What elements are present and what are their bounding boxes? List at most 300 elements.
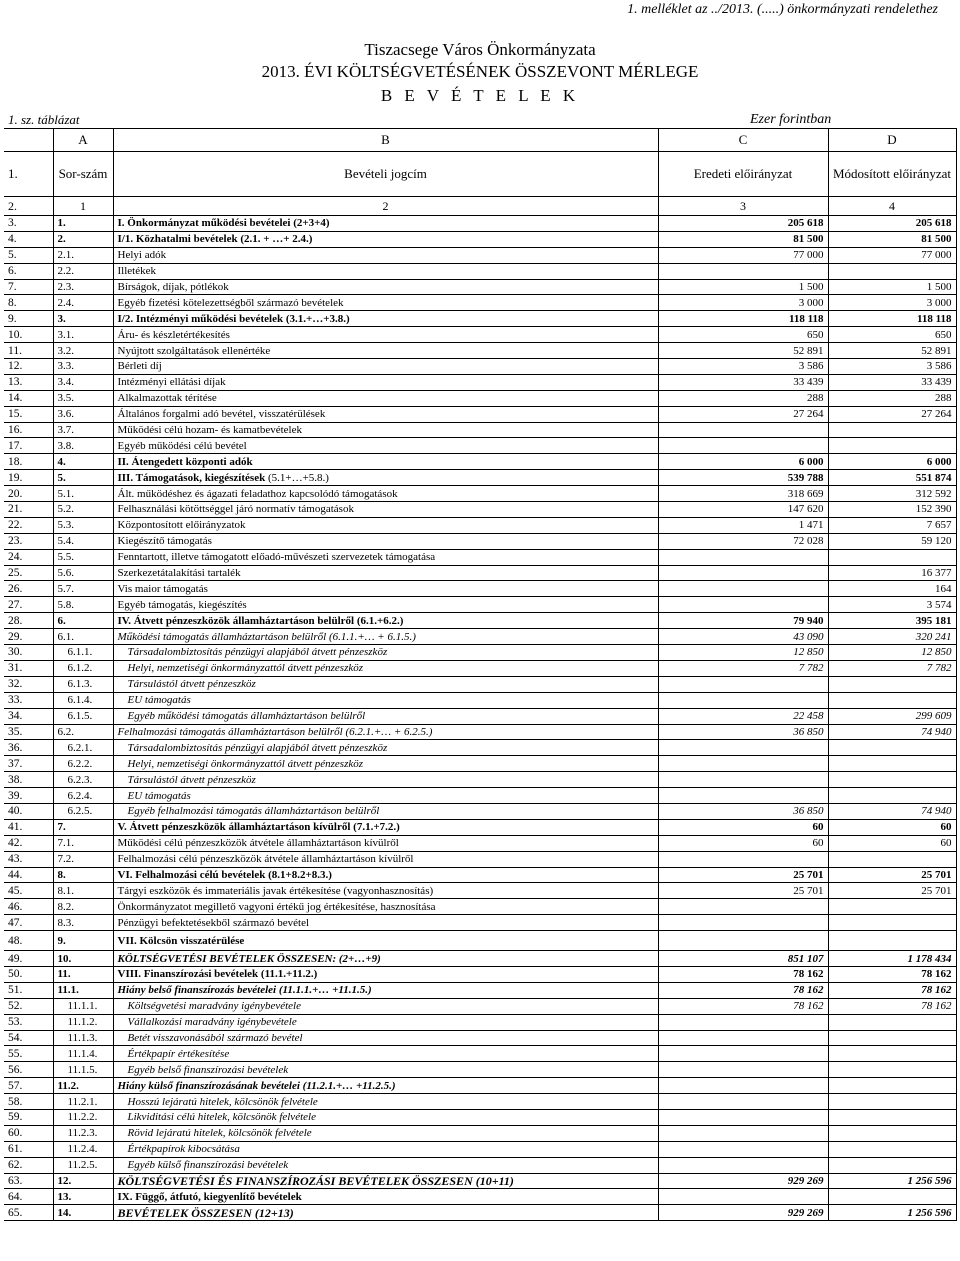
- row-label-text: Egyéb külső finanszírozási bevételek: [127, 1159, 289, 1172]
- row-number: 26.: [4, 581, 53, 597]
- column-letters-row: [4, 129, 956, 152]
- row-label: [113, 1046, 658, 1062]
- row-code: 2.: [53, 231, 113, 247]
- row-code: 6.1.4.: [53, 692, 113, 708]
- row-label-text: Kiegészítő támogatás: [117, 535, 212, 548]
- table-row: [4, 279, 956, 295]
- row-original-estimate: 36 850: [658, 803, 828, 819]
- row-label-text: Hosszú lejáratú hitelek, kölcsönök felvétele: [127, 1095, 318, 1108]
- table-row: [4, 1046, 956, 1062]
- row-label: [113, 1094, 658, 1110]
- row-label: [113, 740, 658, 756]
- row-label-text: Tárgyi eszközök és immateriális javak értékesítése (vagyonhasznosítás): [117, 884, 434, 897]
- row-modified-estimate: [828, 788, 956, 804]
- row-original-estimate: [658, 1094, 828, 1110]
- row-code: 3.1.: [53, 327, 113, 343]
- header-jogcim: Bevételi jogcím: [113, 152, 658, 197]
- row-label-text: Vis maior támogatás: [117, 582, 208, 595]
- row-original-estimate: 81 500: [658, 231, 828, 247]
- row-label-text: Egyéb támogatás, kiegészítés: [117, 598, 247, 611]
- row-label-text: I. Önkormányzat működési bevételei (2+3+4): [117, 217, 330, 230]
- row-number: 27.: [4, 597, 53, 613]
- row-original-estimate: [658, 1189, 828, 1205]
- row-label: [113, 613, 658, 629]
- row-label-text: Betét visszavonásából származó bevétel: [127, 1031, 303, 1044]
- row-code: 10.: [53, 951, 113, 967]
- table-row: [4, 1173, 956, 1189]
- row-modified-estimate: [828, 1157, 956, 1173]
- table-row: [4, 966, 956, 982]
- row-original-estimate: 929 269: [658, 1173, 828, 1189]
- row-modified-estimate: 205 618: [828, 216, 956, 232]
- row-label-text: KÖLTSÉGVETÉSI BEVÉTELEK ÖSSZESEN: (2+…+9): [117, 952, 381, 965]
- row-original-estimate: 318 669: [658, 486, 828, 502]
- row-label-text: I/1. Közhatalmi bevételek (2.1. + …+ 2.4.): [117, 233, 313, 246]
- row-modified-estimate: [828, 692, 956, 708]
- row-number: 57.: [4, 1078, 53, 1094]
- row-original-estimate: [658, 692, 828, 708]
- row-number: 49.: [4, 951, 53, 967]
- row-label-text: Nyújtott szolgáltatások ellenértéke: [117, 344, 271, 357]
- row-number: 22.: [4, 517, 53, 533]
- row-original-estimate: 27 264: [658, 406, 828, 422]
- header-modositott: Módosított előirányzat: [828, 152, 956, 197]
- row-code: 6.1.1.: [53, 645, 113, 661]
- row-modified-estimate: [828, 1046, 956, 1062]
- row-label: [113, 966, 658, 982]
- table-row: [4, 1014, 956, 1030]
- row-label: [113, 470, 658, 486]
- row-label: [113, 597, 658, 613]
- row-label-text: Fenntartott, illetve támogatott előadó-művészeti szervezetek támogatása: [117, 551, 436, 564]
- table-row: [4, 295, 956, 311]
- table-row: [4, 1189, 956, 1205]
- table-row: [4, 1109, 956, 1125]
- row-original-estimate: 205 618: [658, 216, 828, 232]
- table-row: [4, 915, 956, 931]
- column-number-a: 1: [53, 197, 113, 216]
- row-number: 43.: [4, 851, 53, 867]
- row-label: [113, 263, 658, 279]
- row-original-estimate: [658, 915, 828, 931]
- row-modified-estimate: 74 940: [828, 724, 956, 740]
- row-label: [113, 788, 658, 804]
- row-original-estimate: 147 620: [658, 502, 828, 518]
- row-number: 63.: [4, 1173, 53, 1189]
- row-label: [113, 819, 658, 835]
- row-label: [113, 645, 658, 661]
- row-label: [113, 343, 658, 359]
- table-row: [4, 883, 956, 899]
- row-code: 3.: [53, 311, 113, 327]
- row-label: [113, 231, 658, 247]
- column-letter-a: A: [53, 129, 113, 152]
- row-code: 11.2.4.: [53, 1141, 113, 1157]
- row-code: 5.5.: [53, 549, 113, 565]
- row-label: [113, 724, 658, 740]
- table-row: [4, 565, 956, 581]
- row-original-estimate: [658, 1046, 828, 1062]
- row-modified-estimate: 33 439: [828, 374, 956, 390]
- row-number: 64.: [4, 1189, 53, 1205]
- table-row: [4, 867, 956, 883]
- row-code: 6.2.5.: [53, 803, 113, 819]
- row-code: 11.2.2.: [53, 1109, 113, 1125]
- row-original-estimate: 650: [658, 327, 828, 343]
- row-label-text: Helyi adók: [117, 249, 167, 262]
- row-modified-estimate: 299 609: [828, 708, 956, 724]
- row-number: 61.: [4, 1141, 53, 1157]
- row-modified-estimate: 52 891: [828, 343, 956, 359]
- row-label: [113, 1205, 658, 1221]
- annex-note: 1. melléklet az ../2013. (.....) önkormányzati rendelethez: [627, 2, 938, 17]
- column-letter-d: D: [828, 129, 956, 152]
- row-original-estimate: [658, 438, 828, 454]
- row-number: 45.: [4, 883, 53, 899]
- unit-label: Ezer forintban: [750, 112, 832, 127]
- row-label: [113, 549, 658, 565]
- column-number-b: 2: [113, 197, 658, 216]
- table-row: [4, 1078, 956, 1094]
- row-original-estimate: 79 940: [658, 613, 828, 629]
- row-label: [113, 1125, 658, 1141]
- row-label-text: Pénzügyi befektetésekből származó bevétel: [117, 916, 310, 929]
- row-original-estimate: [658, 772, 828, 788]
- row-modified-estimate: 60: [828, 819, 956, 835]
- row-label: [113, 1189, 658, 1205]
- table-row: [4, 470, 956, 486]
- row-modified-estimate: [828, 1094, 956, 1110]
- row-number: 32.: [4, 676, 53, 692]
- row-label-text: Működési célú pénzeszközök átvétele államháztartáson kívülről: [117, 837, 399, 850]
- row-label: [113, 931, 658, 951]
- row-number: 2.: [4, 197, 53, 216]
- row-code: 13.: [53, 1189, 113, 1205]
- row-original-estimate: [658, 581, 828, 597]
- row-label-text: Felhalmozási támogatás államháztartáson belülről (6.2.1.+… + 6.2.5.): [117, 725, 433, 738]
- row-original-estimate: 43 090: [658, 629, 828, 645]
- row-code: 6.: [53, 613, 113, 629]
- row-code: 11.2.3.: [53, 1125, 113, 1141]
- row-number: 48.: [4, 931, 53, 951]
- table-row: [4, 454, 956, 470]
- row-number: 15.: [4, 406, 53, 422]
- row-label-text: Helyi, nemzetiségi önkormányzattól átvett pénzeszköz: [127, 757, 364, 770]
- row-number: 30.: [4, 645, 53, 661]
- table-row: [4, 311, 956, 327]
- row-modified-estimate: 551 874: [828, 470, 956, 486]
- column-letter-b: B: [113, 129, 658, 152]
- table-row: [4, 1094, 956, 1110]
- row-modified-estimate: [828, 931, 956, 951]
- table-row: [4, 247, 956, 263]
- row-label: [113, 1062, 658, 1078]
- row-modified-estimate: 3 586: [828, 359, 956, 375]
- row-code: 5.: [53, 470, 113, 486]
- table-row: [4, 772, 956, 788]
- row-original-estimate: 12 850: [658, 645, 828, 661]
- row-code: 6.2.4.: [53, 788, 113, 804]
- row-code: 3.2.: [53, 343, 113, 359]
- row-original-estimate: [658, 1030, 828, 1046]
- row-modified-estimate: 78 162: [828, 998, 956, 1014]
- row-code: 2.3.: [53, 279, 113, 295]
- row-code: 11.: [53, 966, 113, 982]
- document-title-municipality: Tiszacsege Város Önkormányzata: [364, 40, 596, 59]
- row-number: 5.: [4, 247, 53, 263]
- row-code: 11.1.: [53, 982, 113, 998]
- row-modified-estimate: [828, 676, 956, 692]
- table-row: [4, 1030, 956, 1046]
- row-number: 37.: [4, 756, 53, 772]
- row-modified-estimate: 312 592: [828, 486, 956, 502]
- header-eredeti: Eredeti előirányzat: [658, 152, 828, 197]
- row-number: 65.: [4, 1205, 53, 1221]
- document-title-revenues: B E V É T E L E K: [380, 86, 580, 105]
- row-code: 5.4.: [53, 533, 113, 549]
- row-number: 18.: [4, 454, 53, 470]
- table-row: [4, 390, 956, 406]
- row-label-text: III. Támogatások, kiegészítések: [117, 471, 266, 484]
- row-label: [113, 295, 658, 311]
- row-code: 3.6.: [53, 406, 113, 422]
- row-label-text: Társadalombiztosítás pénzügyi alapjából átvett pénzeszköz: [127, 646, 388, 659]
- row-label-text: Alkalmazottak térítése: [117, 392, 217, 405]
- row-label: [113, 1157, 658, 1173]
- row-code: 9.: [53, 931, 113, 951]
- row-code: 11.1.5.: [53, 1062, 113, 1078]
- column-header-row: [4, 152, 956, 197]
- row-label-text: Felhasználási kötöttséggel járó normatív támogatások: [117, 503, 354, 516]
- row-label: [113, 660, 658, 676]
- row-label: [113, 454, 658, 470]
- table-row: [4, 263, 956, 279]
- row-modified-estimate: [828, 549, 956, 565]
- row-number: 7.: [4, 279, 53, 295]
- row-number: 3.: [4, 216, 53, 232]
- row-label: [113, 851, 658, 867]
- row-label-text: Értékpapír értékesítése: [127, 1047, 230, 1060]
- row-label: [113, 311, 658, 327]
- row-code: 11.1.3.: [53, 1030, 113, 1046]
- row-label-text: VIII. Finanszírozási bevételek (11.1.+11.2.): [117, 968, 318, 981]
- row-original-estimate: [658, 1014, 828, 1030]
- row-modified-estimate: [828, 1078, 956, 1094]
- table-row: [4, 359, 956, 375]
- row-label-text: VII. Kölcsön visszatérülése: [117, 934, 245, 947]
- row-label: [113, 803, 658, 819]
- row-original-estimate: 3 000: [658, 295, 828, 311]
- table-row: [4, 931, 956, 951]
- row-code: 8.3.: [53, 915, 113, 931]
- row-number: 36.: [4, 740, 53, 756]
- row-label-text: Egyéb felhalmozási támogatás államháztartáson belülről: [127, 805, 380, 818]
- row-number: 21.: [4, 502, 53, 518]
- row-number: 28.: [4, 613, 53, 629]
- row-modified-estimate: [828, 899, 956, 915]
- row-number: 19.: [4, 470, 53, 486]
- row-code: 1.: [53, 216, 113, 232]
- row-original-estimate: 60: [658, 819, 828, 835]
- row-code: 11.1.1.: [53, 998, 113, 1014]
- table-row: [4, 1141, 956, 1157]
- table-row: [4, 486, 956, 502]
- row-label-text: Szerkezetátalakítási tartalék: [117, 567, 241, 580]
- row-code: 6.1.5.: [53, 708, 113, 724]
- row-original-estimate: 6 000: [658, 454, 828, 470]
- row-modified-estimate: 320 241: [828, 629, 956, 645]
- row-label-text: Általános forgalmi adó bevétel, visszatérülések: [117, 408, 326, 421]
- row-label: [113, 374, 658, 390]
- table-row: [4, 502, 956, 518]
- row-modified-estimate: 60: [828, 835, 956, 851]
- row-label-text: Rövid lejáratú hitelek, kölcsönök felvétele: [127, 1127, 312, 1140]
- row-label: [113, 629, 658, 645]
- column-number-c: 3: [658, 197, 828, 216]
- row-label-text: Hiány belső finanszírozás bevételei (11.1.1.+… +11.1.5.): [117, 984, 372, 997]
- row-number: 14.: [4, 390, 53, 406]
- table-row: [4, 549, 956, 565]
- row-original-estimate: [658, 565, 828, 581]
- row-label: [113, 692, 658, 708]
- row-modified-estimate: 25 701: [828, 883, 956, 899]
- row-original-estimate: [658, 263, 828, 279]
- row-modified-estimate: [828, 772, 956, 788]
- row-modified-estimate: 74 940: [828, 803, 956, 819]
- row-label: [113, 899, 658, 915]
- row-number: 6.: [4, 263, 53, 279]
- row-modified-estimate: 118 118: [828, 311, 956, 327]
- table-row: [4, 982, 956, 998]
- row-label-text: Ált. működéshez és ágazati feladathoz kapcsolódó támogatások: [117, 487, 398, 500]
- row-code: 14.: [53, 1205, 113, 1221]
- table-row: [4, 1157, 956, 1173]
- row-modified-estimate: 25 701: [828, 867, 956, 883]
- row-modified-estimate: 7 657: [828, 517, 956, 533]
- table-row: [4, 613, 956, 629]
- row-original-estimate: [658, 1157, 828, 1173]
- row-label: [113, 279, 658, 295]
- row-modified-estimate: 395 181: [828, 613, 956, 629]
- table-row: [4, 803, 956, 819]
- row-code: 7.1.: [53, 835, 113, 851]
- row-label: [113, 982, 658, 998]
- table-row: [4, 406, 956, 422]
- row-original-estimate: 1 471: [658, 517, 828, 533]
- row-modified-estimate: [828, 1030, 956, 1046]
- row-code: 6.2.3.: [53, 772, 113, 788]
- row-number: 40.: [4, 803, 53, 819]
- row-modified-estimate: 78 162: [828, 966, 956, 982]
- row-number: 8.: [4, 295, 53, 311]
- table-row: [4, 835, 956, 851]
- row-modified-estimate: [828, 851, 956, 867]
- row-label: [113, 951, 658, 967]
- row-number: 11.: [4, 343, 53, 359]
- row-code: 6.1.: [53, 629, 113, 645]
- row-original-estimate: 78 162: [658, 982, 828, 998]
- row-number: 53.: [4, 1014, 53, 1030]
- row-label-text: VI. Felhalmozási célú bevételek (8.1+8.2+8.3.): [117, 868, 332, 881]
- row-label: [113, 1109, 658, 1125]
- row-modified-estimate: 288: [828, 390, 956, 406]
- row-label: [113, 390, 658, 406]
- revenue-table: [4, 128, 957, 1221]
- row-original-estimate: 288: [658, 390, 828, 406]
- table-row: [4, 819, 956, 835]
- table-row: [4, 438, 956, 454]
- row-code: 11.2.: [53, 1078, 113, 1094]
- row-modified-estimate: [828, 1062, 956, 1078]
- table-row: [4, 1062, 956, 1078]
- row-number: 41.: [4, 819, 53, 835]
- table-row: [4, 343, 956, 359]
- row-modified-estimate: 3 000: [828, 295, 956, 311]
- table-row: [4, 629, 956, 645]
- row-number: 62.: [4, 1157, 53, 1173]
- row-modified-estimate: 7 782: [828, 660, 956, 676]
- row-number: 38.: [4, 772, 53, 788]
- row-original-estimate: 60: [658, 835, 828, 851]
- row-label: [113, 772, 658, 788]
- row-original-estimate: 52 891: [658, 343, 828, 359]
- row-original-estimate: 3 586: [658, 359, 828, 375]
- row-number: 9.: [4, 311, 53, 327]
- header-sorszam: Sor-szám: [53, 152, 113, 197]
- row-number: 42.: [4, 835, 53, 851]
- column-letter-c: C: [658, 129, 828, 152]
- row-label-text: IX. Függő, átfutó, kiegyenlítő bevételek: [117, 1190, 302, 1203]
- column-number-row: [4, 197, 956, 216]
- row-label-text: Bérleti díj: [117, 360, 162, 373]
- row-code: 3.8.: [53, 438, 113, 454]
- row-number: 59.: [4, 1109, 53, 1125]
- row-modified-estimate: 6 000: [828, 454, 956, 470]
- row-label-text: BEVÉTELEK ÖSSZESEN (12+13): [117, 1205, 294, 1220]
- table-body: [4, 216, 956, 1221]
- row-modified-estimate: [828, 1141, 956, 1157]
- row-code: 12.: [53, 1173, 113, 1189]
- row-label-text: II. Átengedett központi adók: [117, 455, 253, 468]
- row-number: 13.: [4, 374, 53, 390]
- row-number: 16.: [4, 422, 53, 438]
- row-label-text: EU támogatás: [127, 694, 191, 707]
- row-original-estimate: [658, 1141, 828, 1157]
- row-modified-estimate: [828, 1109, 956, 1125]
- table-row: [4, 788, 956, 804]
- row-modified-estimate: 1 256 596: [828, 1173, 956, 1189]
- row-label: [113, 422, 658, 438]
- row-code: 6.1.2.: [53, 660, 113, 676]
- row-number: 60.: [4, 1125, 53, 1141]
- row-modified-estimate: [828, 1014, 956, 1030]
- row-modified-estimate: [828, 1189, 956, 1205]
- row-label: [113, 708, 658, 724]
- row-code: 4.: [53, 454, 113, 470]
- row-code: 6.2.2.: [53, 756, 113, 772]
- row-modified-estimate: 77 000: [828, 247, 956, 263]
- row-number: 4.: [4, 231, 53, 247]
- row-label: [113, 359, 658, 375]
- table-row: [4, 708, 956, 724]
- row-number: 39.: [4, 788, 53, 804]
- row-code: 2.1.: [53, 247, 113, 263]
- row-modified-estimate: 27 264: [828, 406, 956, 422]
- row-label: [113, 915, 658, 931]
- row-number: 1.: [4, 152, 53, 197]
- row-original-estimate: 36 850: [658, 724, 828, 740]
- row-number: 17.: [4, 438, 53, 454]
